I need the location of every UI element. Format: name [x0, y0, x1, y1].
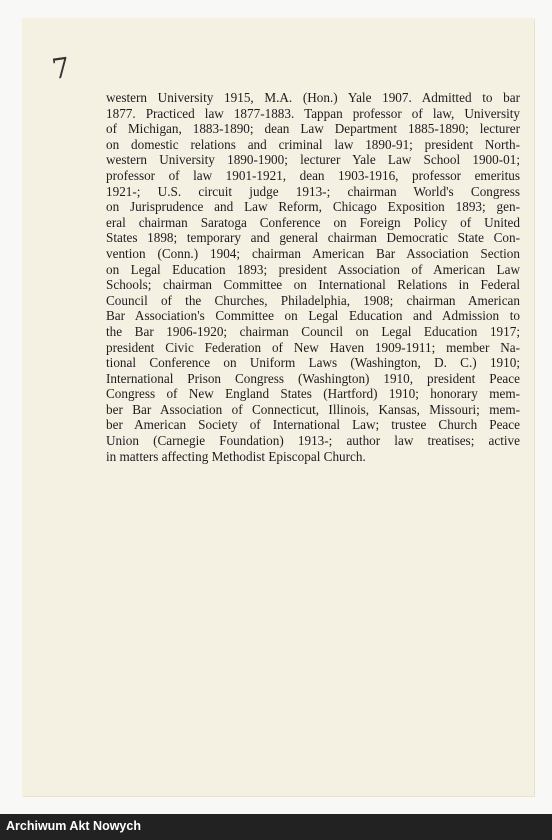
text-line: professor of law 1901-1921, dean 1903-1916, professor emeritus [106, 167, 520, 183]
text-line: International Prison Congress (Washington) 1910, president Peace [106, 370, 520, 386]
text-line: president Civic Federation of New Haven 1909-1911; member Na- [106, 339, 520, 355]
text-line: on Jurisprudence and Law Reform, Chicago Exposition 1893; gen- [106, 199, 520, 215]
text-line: western University 1915, M.A. (Hon.) Yale 1907. Admitted to bar [106, 90, 520, 105]
text-line: the Bar 1906-1920; chairman Council on Legal Education 1917; [106, 323, 520, 339]
archive-footer-bar [0, 814, 552, 840]
text-line: Bar Association's Committee on Legal Education and Admission to [106, 308, 520, 324]
text-line: western University 1890-1900; lecturer Yale Law School 1900-01; [106, 152, 520, 168]
text-line: Schools; chairman Committee on International Relations in Federal [106, 277, 520, 293]
archive-label: Archiwum Akt Nowych [6, 819, 141, 833]
text-line: 1877. Practiced law 1877-1883. Tappan professor of law, University [106, 105, 520, 121]
text-line: on Legal Education 1893; president Association of American Law [106, 261, 520, 277]
text-line: eral chairman Saratoga Conference on Foreign Policy of United [106, 214, 520, 230]
biography-text [106, 90, 520, 464]
text-line: 1921-; U.S. circuit judge 1913-; chairman World's Congress [106, 183, 520, 199]
text-line: States 1898; temporary and general chairman Democratic State Con- [106, 230, 520, 246]
text-line: Union (Carnegie Foundation) 1913-; author law treatises; active [106, 433, 520, 449]
text-line: of Michigan, 1883-1890; dean Law Department 1885-1890; lecturer [106, 121, 520, 137]
text-line: Congress of New England States (Hartford) 1910; honorary mem- [106, 386, 520, 402]
text-line: ber Bar Association of Connecticut, Illinois, Kansas, Missouri; mem- [106, 401, 520, 417]
text-line: in matters affecting Methodist Episcopal Church. [106, 448, 366, 464]
text-line: on domestic relations and criminal law 1890-91; president North- [106, 136, 520, 152]
text-line: ber American Society of International Law; trustee Church Peace [106, 417, 520, 433]
text-line: vention (Conn.) 1904; chairman American Bar Association Section [106, 245, 520, 261]
document-page [22, 18, 534, 796]
text-line: tional Conference on Uniform Laws (Washington, D. C.) 1910; [106, 355, 520, 371]
handwritten-page-mark: 7 [49, 50, 73, 87]
text-line: Council of the Churches, Philadelphia, 1908; chairman American [106, 292, 520, 308]
